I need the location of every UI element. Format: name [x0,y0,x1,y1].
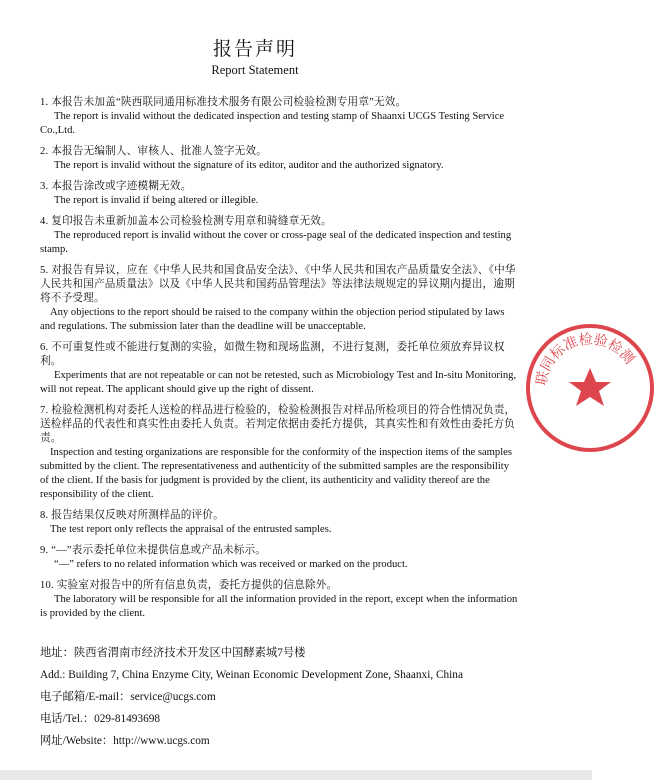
statement-en: The reproduced report is invalid without the cover or cross-page seal of the dedicated inspection and testing stamp. [40,230,512,255]
statement-en: The laboratory will be responsible for all the information provided in the report, except when the information is provided by the client. [40,594,518,619]
statement-cn: 10. 实验室对报告中的所有信息负责，委托方提供的信息除外。 [40,580,338,591]
seal-text: 联同标准检验检测 [533,331,638,387]
statement-item-9 [40,544,520,572]
statement-cn: 2. 本报告无编制人、审核人、批准人签字无效。 [40,146,268,157]
title-chinese: 报告声明 [212,39,297,60]
seal-stamp [520,318,660,458]
statement-en: The report is invalid if being altered or illegible. [54,195,259,206]
statement-en: “—” refers to no related information which was received or marked on the product. [54,559,408,570]
statement-item-10 [40,579,520,621]
statement-item-3 [40,180,520,208]
contact-footer [40,642,560,752]
statement-item-2 [40,145,520,173]
statement-en: The test report only reflects the appraisal of the entrusted samples. [50,524,332,535]
statement-cn: 7. 检验检测机构对委托人送检的样品进行检验的，检验检测报告对样品所检项目的符合性情况负责，送检样品的代表性和真实性由委托人负责。若判定依据由委托方提供，其真实性和有效性由委托方负责。 [40,405,516,444]
email-line: 电子邮箱/E-mail：service@ucgs.com [40,691,216,703]
statement-cn: 6. 不可重复性或不能进行复测的实验，如微生物和现场监测，不进行复测，委托单位须放弃异议权利。 [40,342,505,367]
statement-item-4 [40,215,520,257]
statement-item-1 [40,96,520,138]
statement-item-8 [40,509,520,537]
tel-line: 电话/Tel.：029-81493698 [40,713,161,725]
statement-cn: 3. 本报告涂改或字迹模糊无效。 [40,181,192,192]
statement-list [40,96,520,628]
statement-en: Any objections to the report should be raised to the company within the objection period stipulated by laws and regulations. The submission later than the deadline will be unacceptable. [40,307,505,332]
statement-cn: 8. 报告结果仅反映对所测样品的评价。 [40,510,224,521]
statement-en: The report is invalid without the dedicated inspection and testing stamp of Shaanxi UCGS Testing Service Co.,Ltd. [40,111,505,136]
statement-cn: 1. 本报告未加盖“陕西联同通用标准技术服务有限公司检验检测专用章”无效。 [40,97,407,108]
statement-cn: 5. 对报告有异议，应在《中华人民共和国食品安全法》、《中华人民共和国农产品质量安全法》、《中华人民共和国产品质量法》以及《中华人民共和国药品管理法》等法律法规规定的异议期内提出，逾期将不予受理。 [40,265,516,304]
statement-item-5 [40,264,520,334]
statement-item-7 [40,404,520,502]
title-english: Report Statement [211,63,299,77]
website-line: 网址/Website：http://www.ucgs.com [40,735,210,747]
seal-star-icon [569,368,611,406]
statement-en: Inspection and testing organizations are responsible for the conformity of the inspection items of the samples submitted by the client. The representativeness and authenticity of the submitted samples are the responsibility of the client. If the basis for judgment is provided by the client, its authenticity and validity thereof are the responsibility of the client. [40,447,512,500]
statement-cn: 9. “—”表示委托单位未提供信息或产品未标示。 [40,545,267,556]
statement-item-6 [40,341,520,397]
statement-en: The report is invalid without the signature of its editor, auditor and the authorized signatory. [54,160,444,171]
statement-cn: 4. 复印报告未重新加盖本公司检验检测专用章和骑缝章无效。 [40,216,332,227]
address-cn: 地址：陕西省渭南市经济技术开发区中国酵素城7号楼 [40,647,306,659]
statement-en: Experiments that are not repeatable or can not be retested, such as Microbiology Test and In-situ Monitoring, will not repeat. The applicant should give up the right of dissent. [40,370,517,395]
address-en: Add.: Building 7, China Enzyme City, Weinan Economic Development Zone, Shaanxi, China [40,669,463,681]
page-bottom-edge [0,770,592,780]
